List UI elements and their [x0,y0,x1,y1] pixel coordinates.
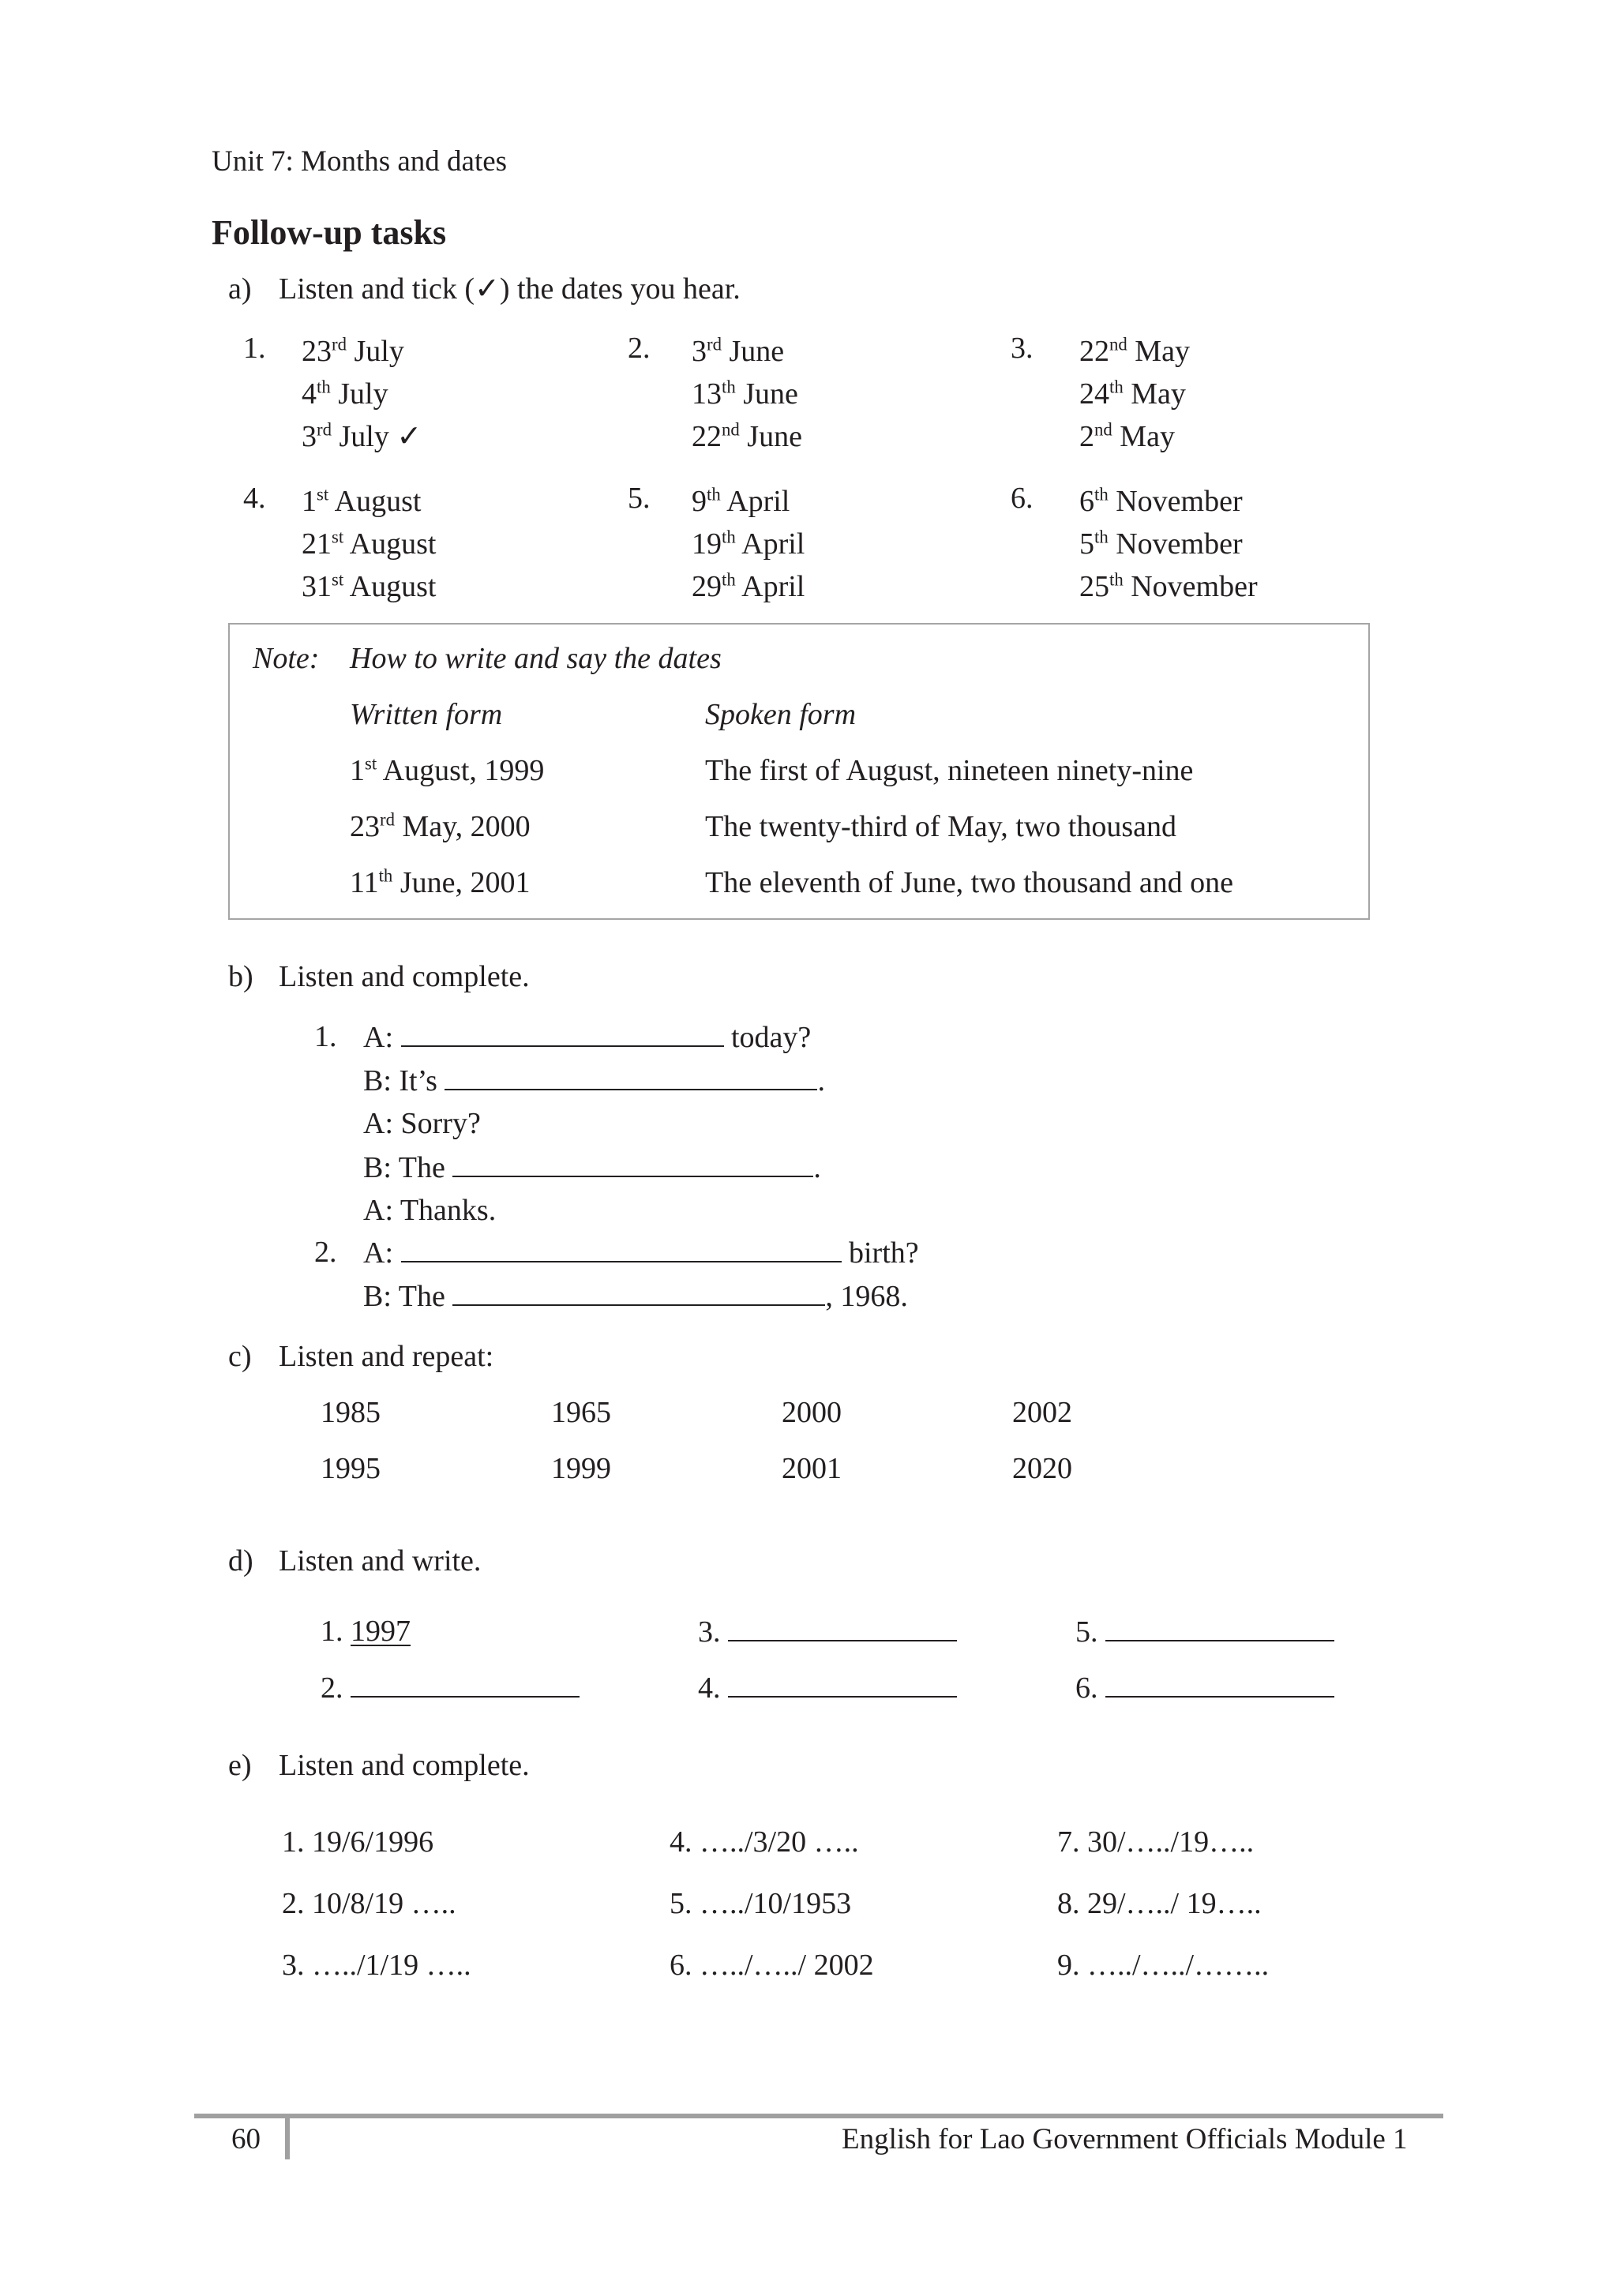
date-item[interactable]: 3. …../1/19 ….. [282,1949,471,1982]
dialogue-number: 1. [314,1020,337,1053]
task-a-group-number: 3. [1011,332,1034,365]
book-title: English for Lao Government Officials Module 1 [842,2123,1408,2155]
year-item: 2000 [782,1396,842,1429]
task-a-group-number: 5. [628,482,651,515]
write-item: 1. 1997 [321,1615,411,1648]
note-label: Note: [253,642,320,675]
note-title: How to write and say the dates [350,642,722,675]
date-item[interactable]: 8. 29/…../ 19….. [1057,1887,1262,1920]
write-item: 2. [321,1669,580,1706]
date-option[interactable]: 31st August [302,569,437,603]
spoken-date: The eleventh of June, two thousand and one [705,866,1234,899]
task-a-group [1079,330,1190,458]
date-item[interactable]: 9. …../…../…….. [1057,1949,1270,1982]
task-a-group-number: 6. [1011,482,1034,515]
task-a-group [692,330,802,458]
date-option[interactable]: 19th April [692,527,805,561]
write-item: 3. [698,1613,957,1650]
written-date: 11th June, 2001 [350,865,531,899]
date-item[interactable]: 2. 10/8/19 ….. [282,1887,456,1920]
answer-blank[interactable] [728,1669,957,1698]
year-item: 1965 [551,1396,611,1429]
write-item: 5. [1075,1613,1334,1650]
date-option[interactable]: 9th April [692,484,790,518]
task-b-label: b) [228,960,253,993]
date-item[interactable]: 5. …../10/1953 [670,1887,852,1920]
footer-divider [285,2118,290,2159]
written-form-header: Written form [350,698,503,731]
date-option[interactable]: 5th November [1079,527,1243,561]
task-a-group [692,480,805,608]
date-option[interactable]: 4th July [302,377,388,411]
year-item: 1985 [321,1396,381,1429]
task-a-label: a) [228,272,252,306]
spoken-date: The twenty-third of May, two thousand [705,810,1176,843]
year-item: 1995 [321,1452,381,1485]
answer-blank[interactable] [445,1062,817,1090]
date-item[interactable]: 7. 30/…../19….. [1057,1825,1255,1859]
task-a-group [1079,480,1258,608]
dialogue-line: B: The . [363,1149,821,1186]
answer-blank[interactable] [351,1669,580,1698]
dialogue-line: B: The , 1968. [363,1277,908,1315]
date-item[interactable]: 6. …../…../ 2002 [670,1949,874,1982]
date-option[interactable]: 6th November [1079,484,1243,518]
date-option[interactable]: 3rd June [692,334,785,368]
written-answer[interactable]: 1997 [351,1615,411,1648]
task-a-group-number: 1. [243,332,266,365]
answer-blank[interactable] [452,1277,825,1306]
answer-blank[interactable] [728,1613,957,1641]
tick-mark-icon: ✓ [396,420,422,453]
date-item[interactable]: 1. 19/6/1996 [282,1825,434,1859]
task-e-label: e) [228,1749,252,1782]
task-c-instruction: Listen and repeat: [279,1340,494,1373]
written-date: 23rd May, 2000 [350,809,531,843]
date-option[interactable]: 22nd June [692,419,802,453]
date-option[interactable]: 24th May [1079,377,1186,411]
running-head: Unit 7: Months and dates [212,145,508,178]
date-option[interactable]: 22nd May [1079,334,1190,368]
page-number: 60 [231,2123,261,2155]
dialogue-line: A: birth? [363,1234,919,1271]
task-a-group-number: 2. [628,332,651,365]
year-item: 2020 [1012,1452,1072,1485]
answer-blank[interactable] [1105,1613,1334,1641]
written-date: 1st August, 1999 [350,753,545,787]
date-option[interactable]: 13th June [692,377,798,411]
write-item: 6. [1075,1669,1334,1706]
task-e-instruction: Listen and complete. [279,1749,530,1782]
task-a-group [302,480,436,608]
answer-blank[interactable] [401,1019,724,1047]
task-a-group-number: 4. [243,482,266,515]
dialogue-number: 2. [314,1236,337,1269]
task-c-label: c) [228,1340,252,1373]
date-option[interactable]: 2nd May [1079,419,1175,453]
dialogue-line: B: It’s . [363,1062,825,1099]
dialogue-line: A: Thanks. [363,1194,497,1227]
date-option[interactable]: 1st August [302,484,422,518]
date-option[interactable]: 3rd July ✓ [302,419,422,453]
spoken-date: The first of August, nineteen ninety-nine [705,754,1194,787]
answer-blank[interactable] [1105,1669,1334,1698]
section-title: Follow-up tasks [212,213,447,252]
task-d-instruction: Listen and write. [279,1544,482,1578]
dialogue-line: A: today? [363,1019,811,1056]
spoken-form-header: Spoken form [705,698,857,731]
answer-blank[interactable] [452,1149,813,1177]
year-item: 2001 [782,1452,842,1485]
task-d-label: d) [228,1544,253,1578]
date-option[interactable]: 21st August [302,527,437,561]
dialogue-line: A: Sorry? [363,1107,481,1140]
write-item: 4. [698,1669,957,1706]
date-option[interactable]: 23rd July [302,334,404,368]
task-b-instruction: Listen and complete. [279,960,530,993]
date-option[interactable]: 25th November [1079,569,1258,603]
date-option[interactable]: 29th April [692,569,805,603]
footer-rule [194,2114,1443,2118]
task-a-instruction: Listen and tick (✓) the dates you hear. [279,272,741,306]
year-item: 1999 [551,1452,611,1485]
date-item[interactable]: 4. …../3/20 ….. [670,1825,859,1859]
year-item: 2002 [1012,1396,1072,1429]
task-a-group [302,330,422,458]
answer-blank[interactable] [401,1234,842,1262]
